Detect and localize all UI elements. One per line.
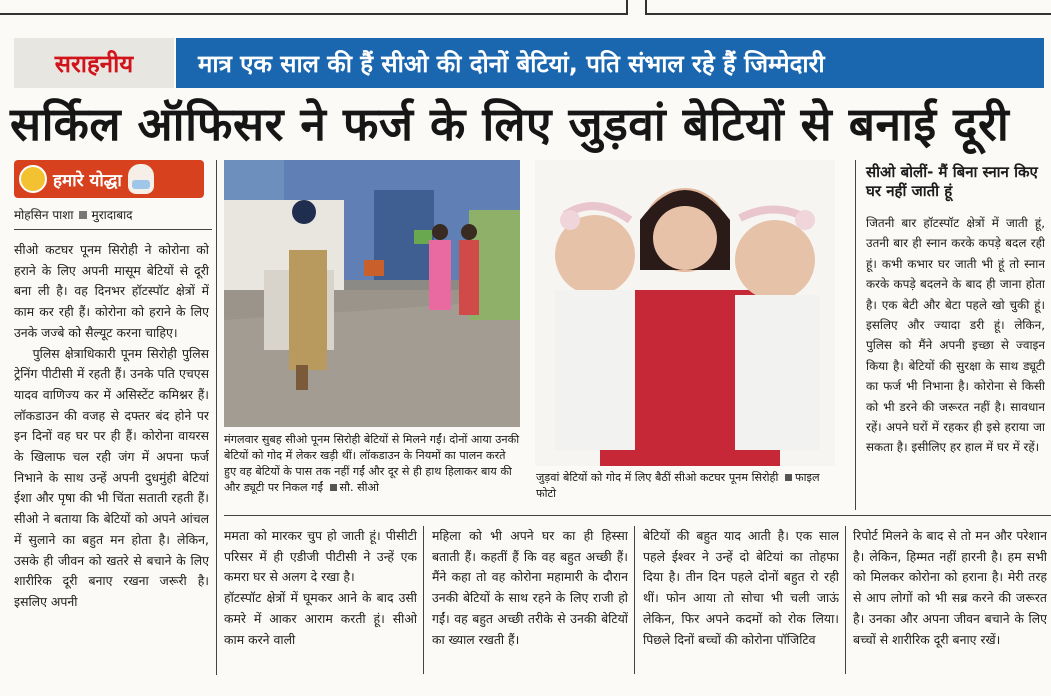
photo2-caption: जुड़वां बेटियों को गोद में लिए बैठीं सीओ कटघर पूनम सिरोही <box>536 471 779 484</box>
photo-co-with-daughters-outdoor <box>224 160 520 427</box>
sidebar-heading: सीओ बोलीं- मैं बिना स्नान किए घर नहीं जाती हूं <box>866 163 1038 200</box>
col2-text: ममता को मारकर चुप हो जाती हूं। पीसीटी परिसर में ही एडीजी पीटीसी ने उन्हें एक कमरा घर से अलग दे रखा है। हॉटस्पॉट क्षेत्रों में घूमकर आने के बाद उसी कमरे में आकर आराम करती हूं। सीओ काम करने वाली <box>224 528 417 647</box>
body-top-rule <box>224 515 1051 516</box>
caption-bullet-icon <box>330 484 337 491</box>
byline-author: मोहसिन पाशा <box>14 208 74 222</box>
column-2 <box>224 526 417 676</box>
main-headline: सर्किल ऑफिसर ने फर्ज के लिए जुड़वां बेटियों से बनाई दूरी <box>10 97 1010 151</box>
column-3 <box>432 526 628 676</box>
column-divider-4 <box>845 526 846 674</box>
badge-text: हमारे योद्धा <box>53 170 122 191</box>
byline-place: मुरादाबाद <box>91 208 133 222</box>
hamare-yoddha-badge <box>14 160 204 198</box>
col4-text: बेटियों की बहुत याद आती है। एक साल पहले ईश्वर ने उन्हें दो बेटियां का तोहफा दिया है। तीन दिन पहले दोनों बहुत रो रही थीं। फोन आया तो सोचा भी चली जाऊं लेकिन, फिर अपने कदमों को रोक लिया। पिछले दिनों बच्चों की कोरोना पॉजिटिव <box>643 528 839 647</box>
sidebar-divider <box>855 160 856 510</box>
byline-divider <box>14 229 212 230</box>
photo1-caption-block <box>224 432 520 504</box>
photo2-credit: फाइल फोटो <box>536 471 820 500</box>
col5-text: रिपोर्ट मिलने के बाद से तो मन और परेशान है। लेकिन, हिम्मत नहीं हारनी है। हम सभी को मिलकर कोरोना को हराना है। मेरी तरह से आप लोगों को भी सब्र करने की जरूरत है। उनका और अपना जीवन बचाने के लिए बच्चों से शारीरिक दूरी बनाए रखें। <box>853 528 1047 647</box>
kicker-label: सराहनीय <box>14 38 174 88</box>
photo-co-holding-twins <box>535 160 835 466</box>
column-4 <box>643 526 839 676</box>
byline <box>14 206 214 224</box>
column-divider-1 <box>216 160 217 675</box>
column-1 <box>14 240 209 680</box>
strap-headline: मात्र एक साल की हैं सीओ की दोनों बेटियां, पति संभाल रहे हैं जिम्मेदारी <box>176 38 1044 88</box>
previous-story-rules <box>0 0 1051 22</box>
photo1-credit: सौ. सीओ <box>339 481 379 494</box>
col3-text: महिला को भी अपने घर का ही हिस्सा बताती हैं। कहतीं हैं कि वह बहुत अच्छी हैं। मैंने कहा तो वह कोरोना महामारी के दौरान उनकी बेटियों के साथ रहने के लिए राजी हो गईं। वह बहुत अच्छी तरीके से उनकी बेटियों का ख्याल रखती हैं। <box>432 528 628 647</box>
column-divider-2 <box>423 526 424 674</box>
sidebar-body-block <box>866 213 1045 507</box>
photo1-caption: मंगलवार सुबह सीओ पूनम सिरोही बेटियों से मिलने गईं। दोनों आया उनकी बेटियों को गोद में लेकर खड़ी थीं। लॉकडाउन के नियमों का पालन करते हुए वह बेटियों के पास तक नहीं गईं और दूर से ही हाथ हिलाकर बाय की और ड्यूटी पर निकल गईं <box>224 433 520 494</box>
column-5 <box>853 526 1047 676</box>
photo2-caption-block <box>536 470 836 504</box>
column-divider-3 <box>634 526 635 674</box>
masked-face-icon <box>128 164 154 194</box>
sidebar-body: जितनी बार हॉटस्पॉट क्षेत्रों में जाती हूं, उतनी बार ही स्नान करके कपड़े बदल रही हूं। कभी कभार घर जाती भी हूं तो स्नान करके कपड़े बदलने के बाद ही जाना होता है। एक बेटी और बेटा पहले खो चुकी हूं। इसलिए और ज्यादा डरी हूं। लेकिन, पुलिस को मैंने अपनी इच्छा से ज्वाइन किया है। बेटियों की सुरक्षा के साथ ड्यूटी का फर्ज भी निभाना है। कोरोना से किसी को भी डरने की जरूरत नहीं है। सावधान रहें। अपने घरों में रहकर ही इसे हराया जा सकता है। इसीलिए हर हाल में घर में रहें। <box>866 216 1045 455</box>
col1-paragraph-1: सीओ कटघर पूनम सिरोही ने कोरोना को हराने के लिए अपनी मासूम बेटियों से दूरी बना ली है। वह दिनभर हॉटस्पॉट क्षेत्रों में काम कर रही हैं। कोरोना को हराने के लिए उनके जज्बे को सैल्यूट करना चाहिए। <box>14 242 209 340</box>
byline-separator-icon <box>79 211 87 219</box>
caption-bullet-icon <box>785 474 792 481</box>
virus-emblem-icon <box>19 165 47 193</box>
col1-paragraph-2: पुलिस क्षेत्राधिकारी पूनम सिरोही पुलिस ट्रेनिंग पीटीसी में रहती हैं। उनके पति एचएस यादव वाणिज्य कर में असिस्टेंट कमिश्नर हैं। लॉकडाउन की वजह से दफ्तर बंद होने पर इन दिनों वह घर पर ही हैं। कोरोना वायरस के खिलाफ चल रही जंग में अपना फर्ज निभाने के साथ उन्हें अपनी दुधमुंही बेटियां ईशा और पृषा की भी चिंता सताती रहती हैं। सीओ ने बताया कि बेटियों को अपने आंचल में सुलाने का बहुत मन होता है। लेकिन, उसके ही जीवन को खतरे से बचाने के लिए शारीरिक दूरी बनाए रखना जरूरी है। इसलिए अपनी <box>14 345 209 609</box>
